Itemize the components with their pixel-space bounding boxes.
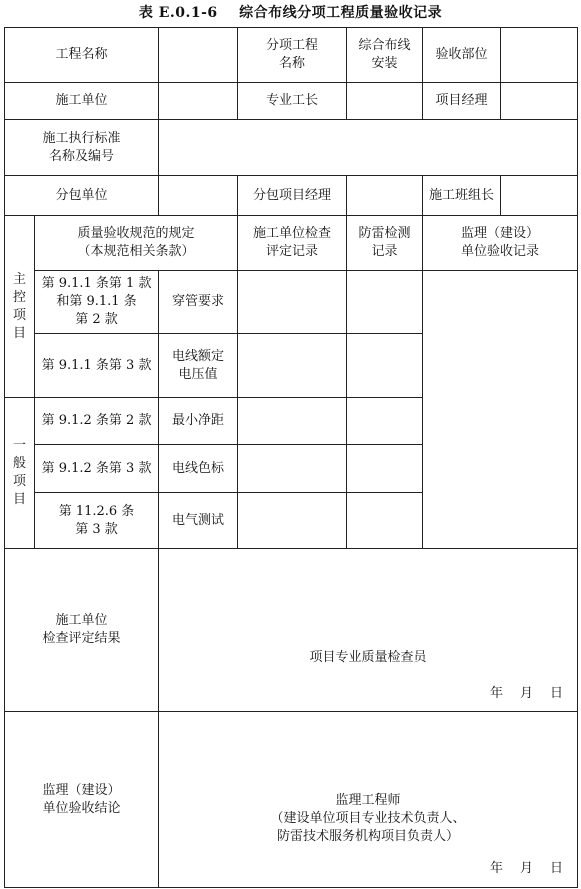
form-code: 表 E.0.1-6 [138, 5, 218, 21]
item-clause: 第 9.1.2 条第 3 款 [35, 445, 159, 493]
project-name-label: 工程名称 [5, 28, 159, 83]
construction-unit-label: 施工单位 [5, 83, 159, 120]
item-name: 穿管要求 [159, 271, 238, 334]
check-record-column-header: 施工单位检查 评定记录 [238, 216, 347, 271]
supervision-conclusion-cell[interactable] [159, 712, 578, 888]
item-check-record[interactable] [238, 271, 347, 334]
item-lightning-record[interactable] [347, 493, 423, 549]
supervising-engineer-label: 监理工程师 （建设单位项目专业技术负责人、 防雷技术服务机构项目负责人） [270, 793, 466, 844]
item-lightning-record[interactable] [347, 271, 423, 334]
inspection-result-cell[interactable] [159, 549, 578, 712]
standard-label: 施工执行标准 名称及编号 [5, 120, 159, 176]
sub-project-manager-label: 分包项目经理 [238, 176, 347, 216]
item-clause: 第 11.2.6 条 第 3 款 [35, 493, 159, 549]
acceptance-part-value[interactable] [501, 28, 578, 83]
spec-column-header: 质量验收规范的规定 （本规范相关条款） [35, 216, 238, 271]
sub-project-manager-value[interactable] [347, 176, 423, 216]
sub-project-label: 分项工程 名称 [238, 28, 347, 83]
item-lightning-record[interactable] [347, 334, 423, 398]
subcontractor-label: 分包单位 [5, 176, 159, 216]
item-name: 电线额定 电压值 [159, 334, 238, 398]
item-name: 电气测试 [159, 493, 238, 549]
acceptance-part-label: 验收部位 [423, 28, 501, 83]
item-check-record[interactable] [238, 493, 347, 549]
project-manager-label: 项目经理 [423, 83, 501, 120]
general-category: 一 般 项 目 [5, 398, 35, 549]
item-clause: 第 9.1.1 条第 1 款 和第 9.1.1 条 第 2 款 [35, 271, 159, 334]
item-clause: 第 9.1.2 条第 2 款 [35, 398, 159, 445]
supervision-column-header: 监理（建设） 单位验收记录 [423, 216, 578, 271]
project-name-value[interactable] [159, 28, 238, 83]
sub-project-value: 综合布线 安装 [347, 28, 423, 83]
item-lightning-record[interactable] [347, 445, 423, 493]
professional-foreman-label: 专业工长 [238, 83, 347, 120]
construction-unit-value[interactable] [159, 83, 238, 120]
subcontractor-value[interactable] [159, 176, 238, 216]
item-clause: 第 9.1.1 条第 3 款 [35, 334, 159, 398]
team-leader-value[interactable] [501, 176, 578, 216]
item-check-record[interactable] [238, 445, 347, 493]
main-control-category: 主 控 项 目 [5, 216, 35, 398]
supervision-conclusion-label: 监理（建设） 单位验收结论 [5, 712, 159, 888]
inspection-date: 年 月 日 [490, 686, 566, 701]
acceptance-record-table [4, 27, 578, 888]
lightning-column-header: 防雷检测 记录 [347, 216, 423, 271]
form-title [0, 0, 581, 26]
inspection-result-label: 施工单位 检查评定结果 [5, 549, 159, 712]
quality-inspector-label: 项目专业质量检查员 [309, 650, 427, 665]
professional-foreman-value[interactable] [347, 83, 423, 120]
conclusion-date: 年 月 日 [490, 861, 566, 876]
project-manager-value[interactable] [501, 83, 578, 120]
supervision-record-cell[interactable] [423, 271, 578, 549]
item-lightning-record[interactable] [347, 398, 423, 445]
form-title-text: 综合布线分项工程质量验收记录 [239, 5, 443, 21]
item-name: 电线色标 [159, 445, 238, 493]
team-leader-label: 施工班组长 [423, 176, 501, 216]
item-check-record[interactable] [238, 398, 347, 445]
item-check-record[interactable] [238, 334, 347, 398]
item-name: 最小净距 [159, 398, 238, 445]
standard-value[interactable] [159, 120, 578, 176]
